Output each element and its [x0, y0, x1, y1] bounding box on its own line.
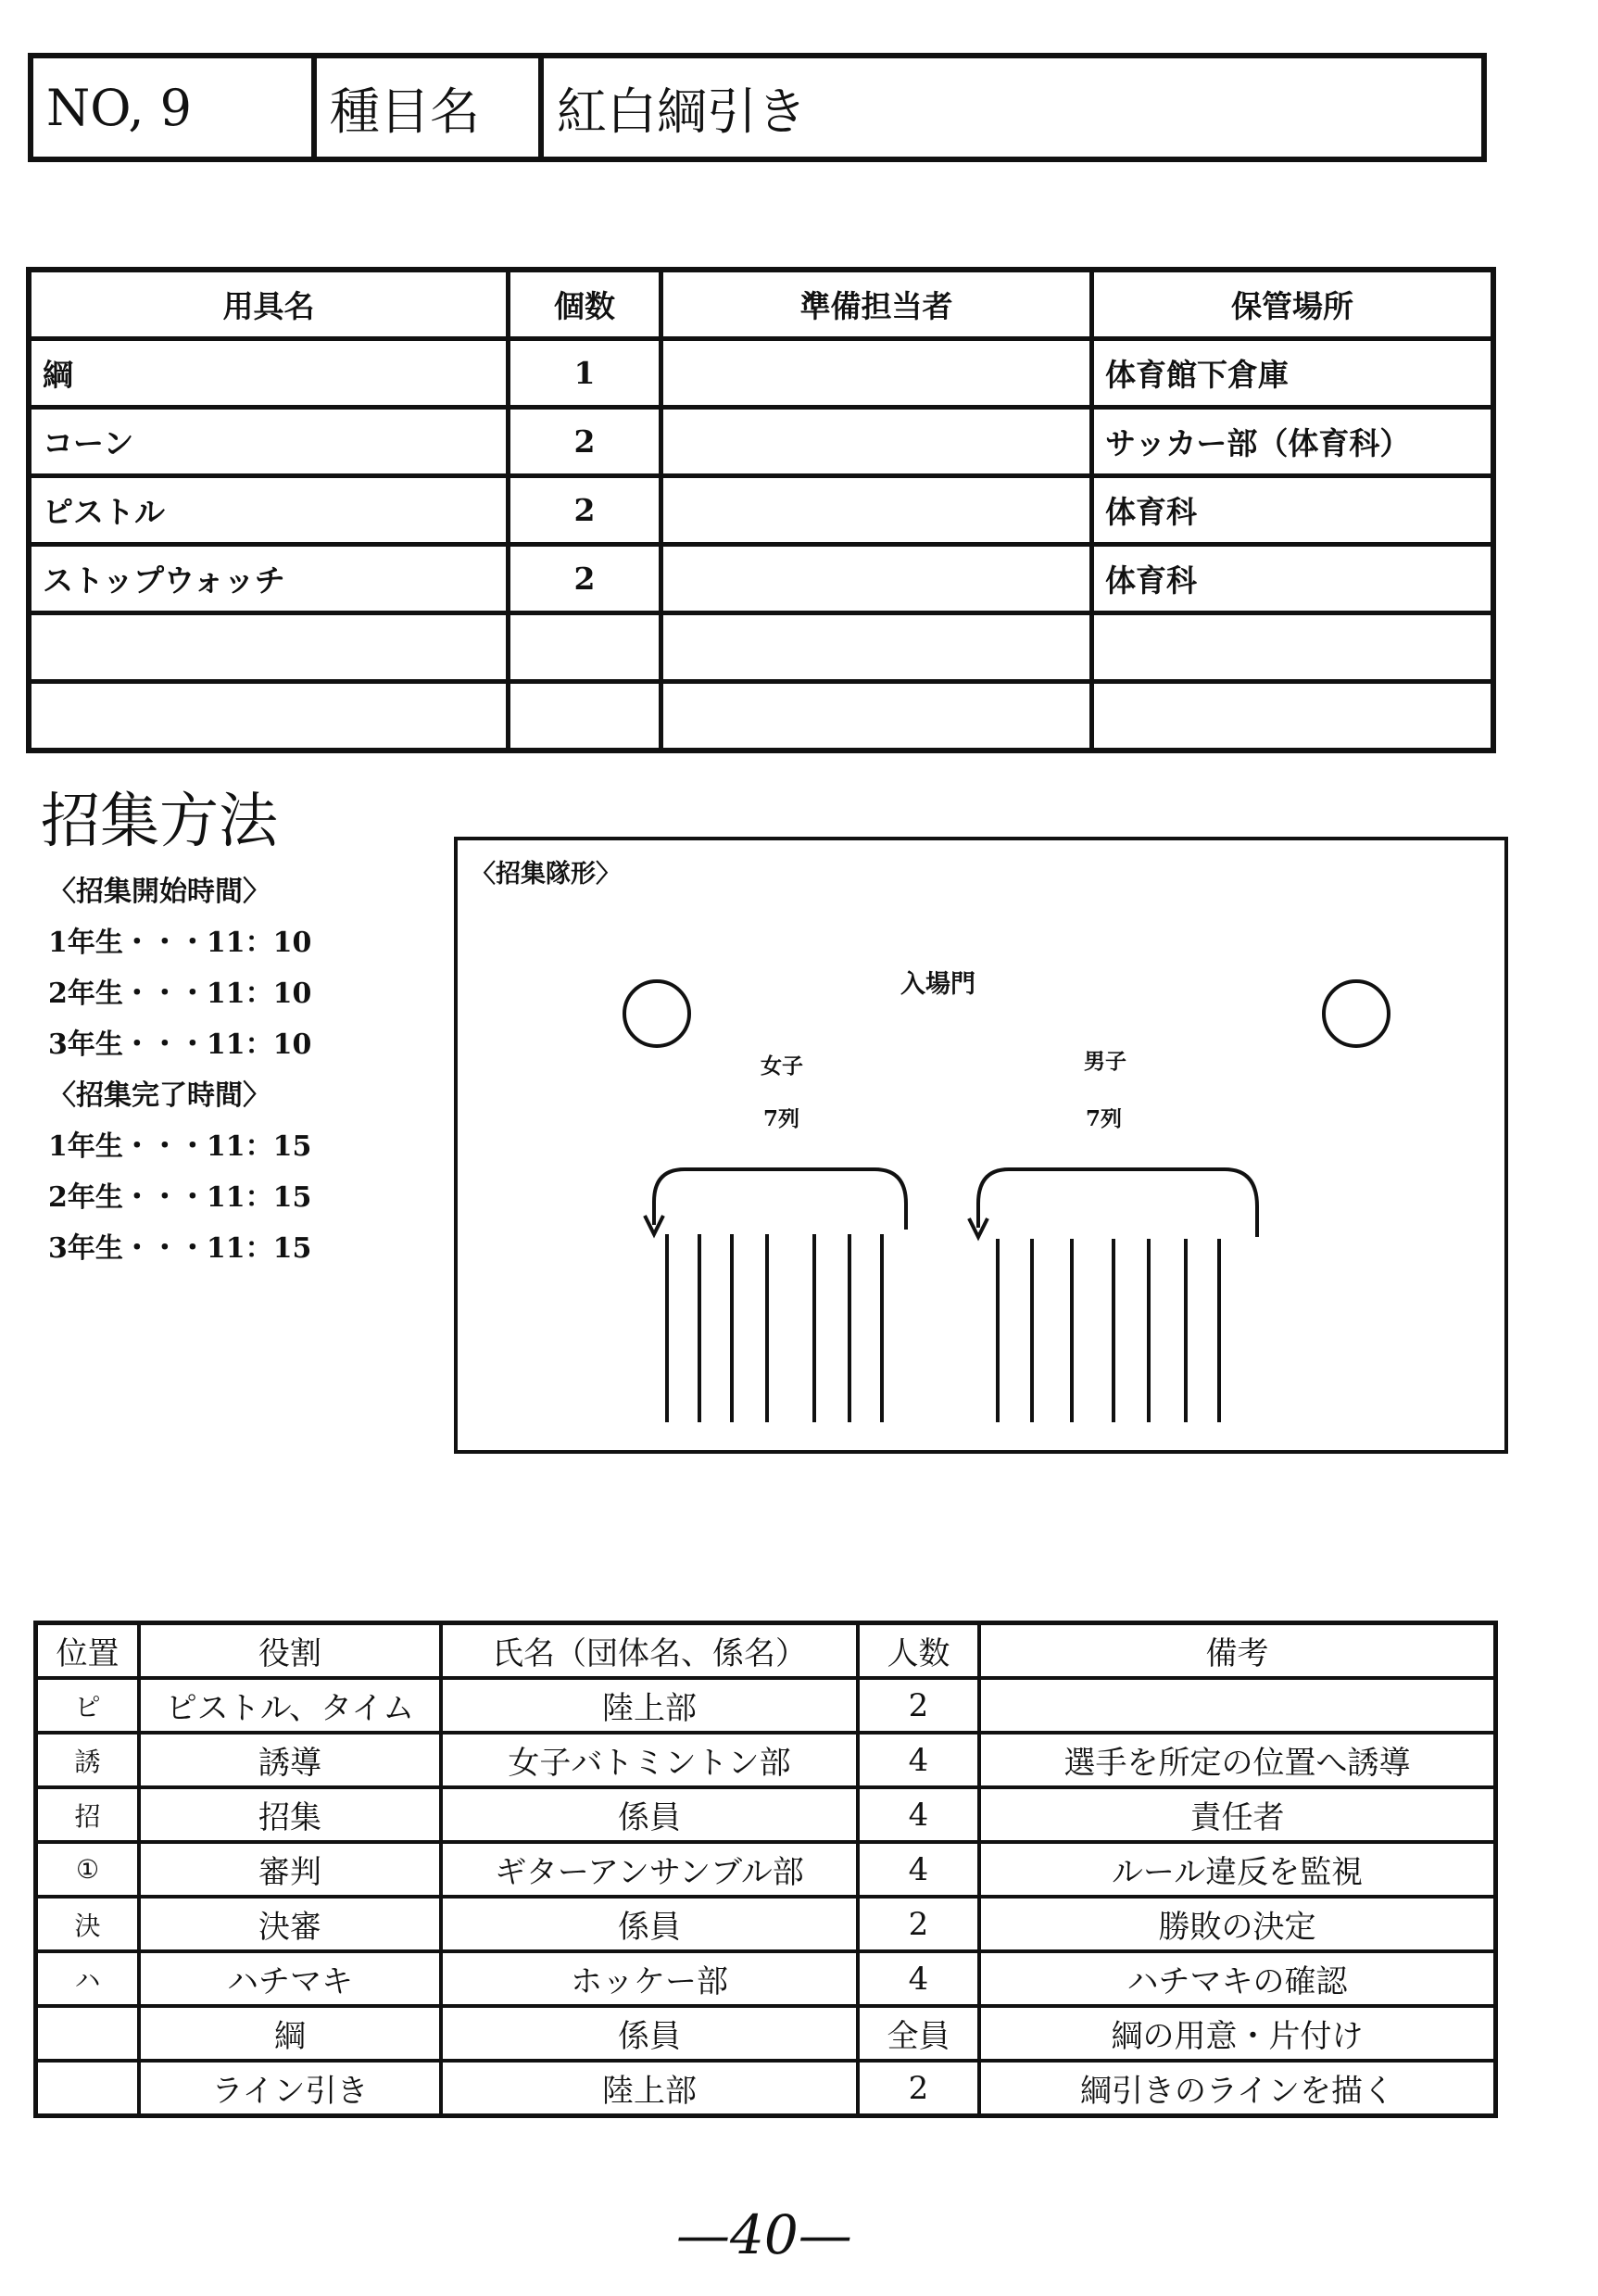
equipment-location: 体育科 [1092, 545, 1494, 613]
table-row [29, 408, 1493, 476]
staff-position-mark: ① [36, 1842, 140, 1897]
equipment-name: コーン [29, 408, 509, 476]
staff-position-mark: 決 [36, 1897, 140, 1951]
girls-label: 女子 [761, 1053, 803, 1079]
end-time-grade-1: 1年生・・・11：15 [48, 1130, 312, 1163]
start-time-label: 〈招集開始時間〉 [48, 876, 271, 908]
end-time-grade-2: 2年生・・・11：15 [48, 1181, 312, 1214]
girls-rows [667, 1234, 882, 1422]
recruitment-times [48, 866, 311, 1274]
equipment-count: 2 [509, 476, 661, 545]
staff-count: 4 [858, 1733, 979, 1787]
equipment-count: 2 [509, 408, 661, 476]
staff-role: ハチマキ [139, 1951, 441, 2006]
staff-group: 係員 [441, 1787, 858, 1842]
equipment-name: 綱 [29, 339, 509, 408]
table-row [29, 339, 1493, 408]
table-row [36, 1733, 1496, 1787]
start-time-grade-1: 1年生・・・11：10 [48, 927, 312, 959]
staff-role: 綱 [139, 2006, 441, 2061]
boys-rows-label: 7列 [1086, 1106, 1123, 1131]
staff-count: 4 [858, 1842, 979, 1897]
equipment-preparer [661, 408, 1092, 476]
table-row [29, 545, 1493, 613]
staff-position-mark: ハ [36, 1951, 140, 2006]
staff-notes: 選手を所定の位置へ誘導 [979, 1733, 1496, 1787]
staff-group: ギターアンサンブル部 [441, 1842, 858, 1897]
table-row [36, 2061, 1496, 2116]
table-row [36, 1951, 1496, 2006]
start-time-grade-3: 3年生・・・11：10 [48, 1028, 312, 1061]
recruitment-title: 招集方法 [41, 788, 278, 856]
staff-notes [979, 1678, 1496, 1733]
staff-count: 全員 [858, 2006, 979, 2061]
staff-count: 2 [858, 1897, 979, 1951]
table-row [36, 2006, 1496, 2061]
event-number: NO, 9 [31, 56, 314, 159]
girls-rows-label: 7列 [763, 1106, 800, 1131]
staff-position-mark: ピ [36, 1678, 140, 1733]
equipment-preparer [661, 682, 1092, 751]
header-table [28, 53, 1487, 162]
equipment-preparer [661, 339, 1092, 408]
staff-group: 陸上部 [441, 2061, 858, 2116]
staff-notes: 勝敗の決定 [979, 1897, 1496, 1951]
staff-header-notes: 備考 [979, 1623, 1496, 1679]
staff-count: 2 [858, 2061, 979, 2116]
staff-notes: ルール違反を監視 [979, 1842, 1496, 1897]
table-row [36, 1842, 1496, 1897]
staff-group: 女子バトミントン部 [441, 1733, 858, 1787]
staff-position-mark: 招 [36, 1787, 140, 1842]
staff-header-position: 位置 [36, 1623, 140, 1679]
equipment-name [29, 682, 509, 751]
equipment-preparer [661, 545, 1092, 613]
table-row [29, 476, 1493, 545]
equipment-name: ピストル [29, 476, 509, 545]
equipment-table [26, 267, 1496, 753]
staff-notes: 責任者 [979, 1787, 1496, 1842]
boys-arrow [969, 1169, 1257, 1237]
table-row [36, 1678, 1496, 1733]
equipment-header-preparer: 準備担当者 [661, 270, 1092, 339]
table-row [36, 1897, 1496, 1951]
marker-circle-right [1324, 981, 1389, 1046]
staff-header-row [36, 1623, 1496, 1679]
marker-circle-left [624, 981, 689, 1046]
equipment-location [1092, 682, 1494, 751]
staff-role: ピストル、タイム [139, 1678, 441, 1733]
equipment-header-row [29, 270, 1493, 339]
event-label: 種目名 [314, 56, 541, 159]
staff-role: 審判 [139, 1842, 441, 1897]
staff-group: 係員 [441, 1897, 858, 1951]
equipment-count [509, 682, 661, 751]
equipment-header-name: 用具名 [29, 270, 509, 339]
girls-arrow [645, 1169, 906, 1234]
equipment-preparer [661, 476, 1092, 545]
table-row [29, 682, 1493, 751]
staff-group: ホッケー部 [441, 1951, 858, 2006]
staff-header-role: 役割 [139, 1623, 441, 1679]
entrance-gate-label: 入場門 [900, 970, 975, 999]
equipment-preparer [661, 613, 1092, 682]
equipment-location: 体育館下倉庫 [1092, 339, 1494, 408]
staff-count: 4 [858, 1787, 979, 1842]
event-name: 紅白綱引き [541, 56, 1484, 159]
staff-notes: 綱引きのラインを描く [979, 2061, 1496, 2116]
equipment-count: 1 [509, 339, 661, 408]
formation-title: 〈招集隊形〉 [471, 860, 621, 889]
staff-group: 係員 [441, 2006, 858, 2061]
equipment-header-count: 個数 [509, 270, 661, 339]
page-number: —40— [676, 2203, 852, 2266]
staff-position-mark [36, 2061, 140, 2116]
boys-label: 男子 [1084, 1049, 1126, 1074]
equipment-location: 体育科 [1092, 476, 1494, 545]
staff-position-mark [36, 2006, 140, 2061]
staff-header-count: 人数 [858, 1623, 979, 1679]
equipment-count [509, 613, 661, 682]
staff-role: 決審 [139, 1897, 441, 1951]
staff-notes: 綱の用意・片付け [979, 2006, 1496, 2061]
staff-header-name: 氏名（団体名、係名） [441, 1623, 858, 1679]
staff-role: 誘導 [139, 1733, 441, 1787]
staff-count: 4 [858, 1951, 979, 2006]
formation-diagram [454, 837, 1508, 1454]
staff-table [33, 1621, 1498, 2118]
equipment-location: サッカー部（体育科） [1092, 408, 1494, 476]
staff-position-mark: 誘 [36, 1733, 140, 1787]
equipment-name: ストップウォッチ [29, 545, 509, 613]
staff-role: ライン引き [139, 2061, 441, 2116]
formation-drawing [458, 840, 1504, 1450]
end-time-grade-3: 3年生・・・11：15 [48, 1232, 312, 1265]
table-row [29, 613, 1493, 682]
equipment-header-location: 保管場所 [1092, 270, 1494, 339]
staff-role: 招集 [139, 1787, 441, 1842]
staff-count: 2 [858, 1678, 979, 1733]
equipment-count: 2 [509, 545, 661, 613]
equipment-name [29, 613, 509, 682]
staff-notes: ハチマキの確認 [979, 1951, 1496, 2006]
end-time-label: 〈招集完了時間〉 [48, 1079, 271, 1112]
staff-group: 陸上部 [441, 1678, 858, 1733]
boys-rows [998, 1239, 1219, 1422]
start-time-grade-2: 2年生・・・11：10 [48, 978, 312, 1010]
equipment-location [1092, 613, 1494, 682]
table-row [36, 1787, 1496, 1842]
